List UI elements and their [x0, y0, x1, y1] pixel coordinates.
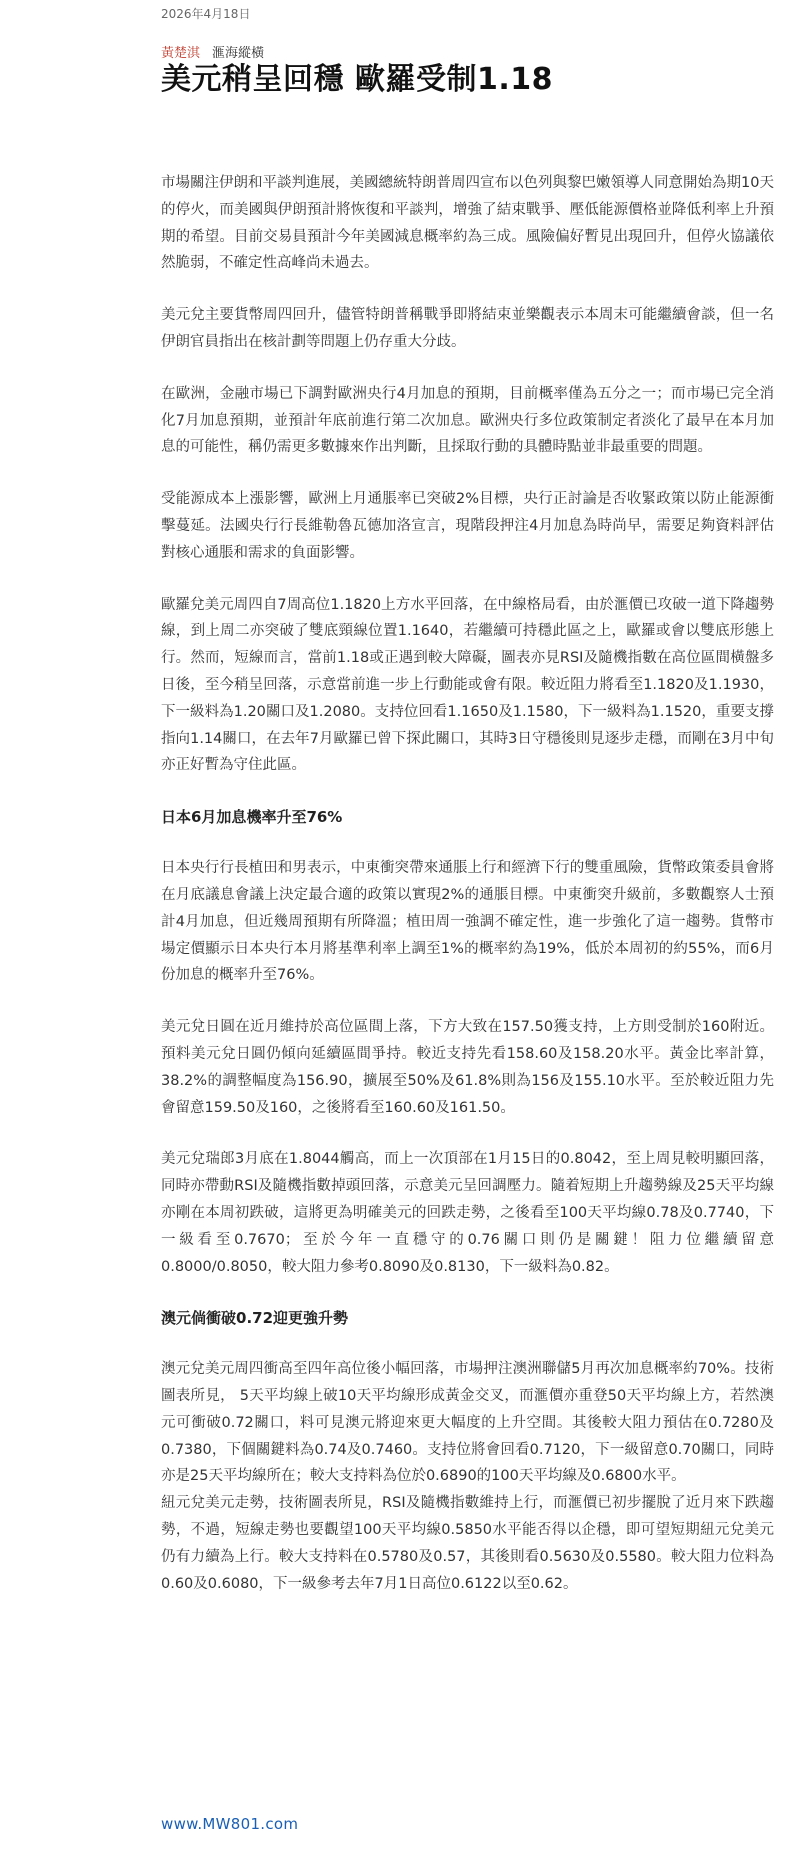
- footer-website-link[interactable]: www.MW801.com: [161, 1815, 299, 1833]
- byline: [161, 42, 264, 61]
- body-paragraph: 歐羅兌美元周四自7周高位1.1820上方水平回落，在中線格局看，由於滙價已攻破一道下降趨勢線，到上周二亦突破了雙底頸線位置1.1640，若繼續可持穩此區之上，歐羅或會以雙底形態上行。然而，短線而言，當前1.18或正遇到較大障礙，圖表亦見RSI及隨機指數在高位區間橫盤多日後，至今稍呈回落，示意當前進一步上行動能或會有限。較近阻力將看至1.1820及1.1930，下一級料為1.20關口及1.2080。支持位回看1.1650及1.1580，下一級料為1.1520，重要支撐指向1.14關口，在去年7月歐羅已曾下探此關口，其時3日守穩後則見逐步走穩，而剛在3月中旬亦正好暫為守住此區。: [161, 596, 774, 774]
- author-name[interactable]: 黃楚淇: [161, 46, 201, 61]
- body-paragraph: 受能源成本上漲影響，歐洲上月通脹率已突破2%目標，央行正討論是否收緊政策以防止能源衝擊蔓延。法國央行行長維勒魯瓦德加洛宣言，現階段押注4月加息為時尚早，需要足夠資料評估對核心通脹和需求的負面影響。: [161, 491, 774, 561]
- body-paragraph: 美元兌主要貨幣周四回升，儘管特朗普稱戰爭即將結束並樂觀表示本周末可能繼續會談，但一名伊朗官員指出在核計劃等問題上仍存重大分歧。: [161, 307, 774, 350]
- body-paragraph: 美元兌瑞郎3月底在1.8044觸高，而上一次頂部在1月15日的0.8042，至上周見較明顯回落，同時亦帶動RSI及隨機指數掉頭回落，示意美元呈回調壓力。隨着短期上升趨勢線及25天平均線亦剛在本周初跌破，這將更為明確美元的回跌走勢，之後看至100天平均線0.78及0.7740，下一級看至0.7670；至於今年一直穩守的0.76關口則仍是關鍵！阻力位繼續留意0.8000/0.8050，較大阻力參考0.8090及0.8130，下一級料為0.82。: [161, 1151, 774, 1275]
- publish-date: 2026年4月18日: [161, 7, 251, 21]
- body-paragraph: 在歐洲，金融市場已下調對歐洲央行4月加息的預期，目前概率僅為五分之一；而市場已完全消化7月加息預期，並預計年底前進行第二次加息。歐洲央行多位政策制定者淡化了最早在本月加息的可能性，稱仍需更多數據來作出判斷，且採取行動的具體時點並非最重要的問題。: [161, 385, 774, 456]
- section-heading-aud: 澳元倘衝破0.72迎更強升勢: [161, 1309, 349, 1328]
- body-paragraph: 紐元兌美元走勢，技術圖表所見，RSI及隨機指數維持上行，而滙價已初步擺脫了近月來下跌趨勢，不過，短線走勢也要觀望100天平均線0.5850水平能否得以企穩，即可望短期紐元兌美元仍有力續為上行。較大支持料在0.5780及0.57，其後則看0.5630及0.5580。較大阻力位料為0.60及0.6080，下一級參考去年7月1日高位0.6122以至0.62。: [161, 1495, 774, 1592]
- article-title: 美元稍呈回穩 歐羅受制1.18: [161, 62, 553, 97]
- section-heading-japan: 日本6月加息機率升至76%: [161, 808, 343, 827]
- body-paragraph: 澳元兌美元周四衝高至四年高位後小幅回落，市場押注澳洲聯儲5月再次加息概率約70%。技術圖表所見， 5天平均線上破10天平均線形成黃金交叉，而滙價亦重登50天平均線上方，若然澳元可衝破0.72關口，料可見澳元將迎來更大幅度的上升空間。其後較大阻力預估在0.7280及0.7380，下個關鍵料為0.74及0.7460。支持位將會回看0.7120，下一級留意0.70關口，同時亦是25天平均線所在；較大支持料為位於0.6890的100天平均線及0.6800水平。: [161, 1361, 774, 1485]
- article-body: [161, 170, 774, 1622]
- column-name[interactable]: 滙海縱橫: [212, 46, 265, 61]
- body-paragraph: 市場關注伊朗和平談判進展，美國總統特朗普周四宣布以色列與黎巴嫩領導人同意開始為期10天的停火，而美國與伊朗預計將恢復和平談判，增強了結束戰爭、壓低能源價格並降低利率上升預期的希望。目前交易員預計今年美國減息概率約為三成。風險偏好暫見出現回升，但停火協議依然脆弱，不確定性高峰尚未過去。: [161, 175, 774, 272]
- body-paragraph: 日本央行行長植田和男表示，中東衝突帶來通脹上行和經濟下行的雙重風險，貨幣政策委員會將在月底議息會議上決定最合適的政策以實現2%的通脹目標。中東衝突升級前，多數觀察人士預計4月加息，但近幾周預期有所降溫；植田周一強調不確定性，進一步強化了這一趨勢。貨幣市場定價顯示日本央行本月將基準利率上調至1%的概率約為19%，低於本周初的約55%，而6月份加息的概率升至76%。: [161, 860, 774, 984]
- body-paragraph: 美元兌日圓在近月維持於高位區間上落，下方大致在157.50獲支持，上方則受制於160附近。預料美元兌日圓仍傾向延續區間爭持。較近支持先看158.60及158.20水平。黃金比率計算， 38.2%的調整幅度為156.90，擴展至50%及61.8%則為156及155.10水平。至於較近阻力先會留意159.50及160，之後將看至160.60及161.50。: [161, 1019, 774, 1116]
